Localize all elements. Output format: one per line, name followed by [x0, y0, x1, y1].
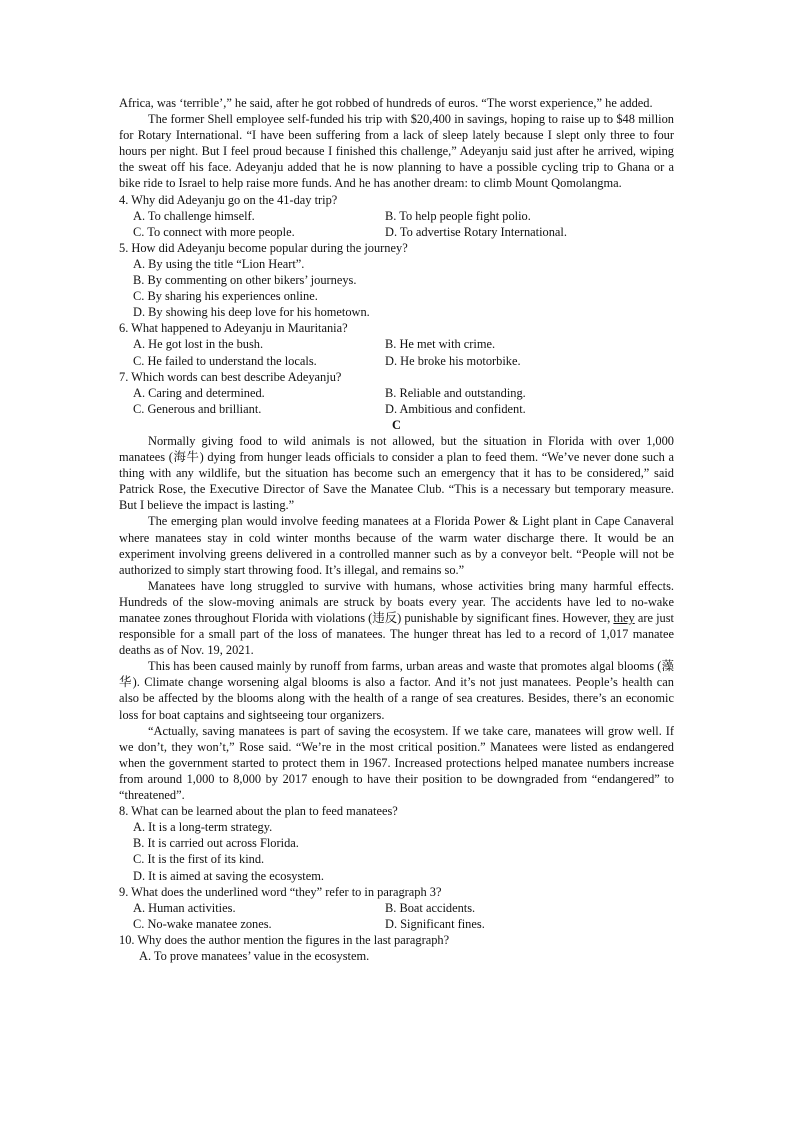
- option-d: D. To advertise Rotary International.: [385, 224, 567, 239]
- question-stem: 8. What can be learned about the plan to feed manatees?: [119, 804, 398, 819]
- option-a: A. He got lost in the bush.: [133, 337, 264, 352]
- underlined-word-they: they: [613, 611, 635, 625]
- question-10: [119, 932, 674, 964]
- passage-c-paragraph-5: “Actually, saving manatees is part of saving the ecosystem. If we take care, manatees will grow well. If we don’t, they won’t,” Rose said. “We’re in the most critical position.” Manatees were listed as endangered when the government started to protect them in 1967. Increased protections helped manatee numbers increase from around 1,000 to 8,000 by 2017 enough to have their position to be downgraded from “endangered” to “threatened”.: [119, 723, 674, 803]
- option-c: C. To connect with more people.: [133, 224, 295, 239]
- question-stem: 6. What happened to Adeyanju in Mauritania?: [119, 321, 348, 336]
- question-5: [119, 240, 674, 320]
- option-b: B. Reliable and outstanding.: [385, 385, 526, 400]
- passage-b-paragraph-1: The former Shell employee self-funded his trip with $20,400 in savings, hoping to raise up to $48 million for Rotary International. “I have been suffering from a lack of sleep lately because I slept only three to four hours per night. But I feel proud because I finished this challenge,” Adeyanju said just after he arrived, wiping the sweat off his face. Adeyanju added that he is now planning to have a possible cycling trip to Ghana or a bike ride to Israel to help raise more funds. And he has another dream: to climb Mount Qomolangma.: [119, 112, 674, 191]
- option-d: D. It is aimed at saving the ecosystem.: [133, 868, 324, 883]
- option-b: B. To help people fight polio.: [385, 208, 531, 223]
- option-a: A. By using the title “Lion Heart”.: [133, 256, 305, 271]
- option-c: C. No-wake manatee zones.: [133, 916, 272, 931]
- question-stem: 4. Why did Adeyanju go on the 41-day trip?: [119, 192, 338, 207]
- option-d: D. By showing his deep love for his hometown.: [133, 305, 370, 320]
- option-b: B. Boat accidents.: [385, 900, 476, 915]
- option-a: A. To challenge himself.: [133, 208, 255, 223]
- passage-c-paragraph-2: The emerging plan would involve feeding manatees at a Florida Power & Light plant in Cape Canaveral where manatees stay in cold winter months because of the warm water discharge there. It would be an experiment involving greens delivered in a controlled manner such as by a conveyor belt. “People will not be authorized to simply start throwing food. It’s illegal, and remains so.”: [119, 514, 674, 577]
- question-9: [119, 884, 674, 932]
- option-c: C. By sharing his experiences online.: [133, 289, 318, 304]
- option-d: D. He broke his motorbike.: [385, 353, 521, 368]
- question-stem: 5. How did Adeyanju become popular during the journey?: [119, 240, 408, 255]
- section-heading-c: C: [392, 417, 401, 432]
- option-a: A. It is a long-term strategy.: [133, 820, 273, 835]
- question-7: [119, 369, 674, 417]
- option-b: B. He met with crime.: [385, 337, 496, 352]
- option-a: A. Caring and determined.: [133, 385, 265, 400]
- option-b: B. It is carried out across Florida.: [133, 836, 299, 851]
- passage-c-paragraph-3: [119, 578, 674, 658]
- option-a: A. Human activities.: [133, 900, 236, 915]
- question-stem: 10. Why does the author mention the figures in the last paragraph?: [119, 932, 450, 947]
- question-4: [119, 192, 674, 240]
- passage-c-paragraph-4: This has been caused mainly by runoff from farms, urban areas and waste that promotes algal blooms (藻华). Climate change worsening algal blooms is also a factor. And it’s not just manatees. People’s health can also be affected by the blooms along with the health of a range of sea creatures. Besides, there’s an economic loss for boat captains and sightseeing tour organizers.: [119, 659, 674, 722]
- paragraph-3-text-before: Manatees have long struggled to survive with humans, whose activities bring many harmful effects. Hundreds of the slow-moving animals are struck by boats every year. The accidents have led to no-wake manatee zones throughout Florida with violations (违反) punishable by significant fines. However,: [119, 578, 674, 625]
- question-6: [119, 320, 674, 368]
- option-c: C. He failed to understand the locals.: [133, 353, 317, 368]
- paragraph-3-text-after: are just responsible for a small part of the loss of manatees. The hunger threat has led to a record of 1,017 manatee deaths as of Nov. 19, 2021.: [119, 611, 674, 658]
- option-d: D. Significant fines.: [385, 916, 485, 931]
- question-stem: 7. Which words can best describe Adeyanju?: [119, 369, 342, 384]
- option-c: C. Generous and brilliant.: [133, 401, 262, 416]
- passage-b-paragraph-0: Africa, was ‘terrible’,” he said, after he got robbed of hundreds of euros. “The worst experience,” he added.: [119, 96, 653, 110]
- option-d: D. Ambitious and confident.: [385, 401, 526, 416]
- page-content: [119, 95, 674, 964]
- option-c: C. It is the first of its kind.: [133, 852, 265, 867]
- question-stem: 9. What does the underlined word “they” refer to in paragraph 3?: [119, 884, 442, 899]
- option-b: B. By commenting on other bikers’ journeys.: [133, 273, 357, 288]
- question-8: [119, 803, 674, 883]
- option-a: A. To prove manatees’ value in the ecosystem.: [139, 948, 370, 963]
- passage-c-paragraph-1: Normally giving food to wild animals is not allowed, but the situation in Florida with over 1,000 manatees (海牛) dying from hunger leads officials to consider a plan to feed them. “We’ve never done such a thing with any wildlife, but the situation has become such an emergency that it has to be considered,” said Patrick Rose, the Executive Director of Save the Manatee Club. “This is a necessary but temporary measure. But I believe the impact is lasting.”: [119, 433, 674, 513]
